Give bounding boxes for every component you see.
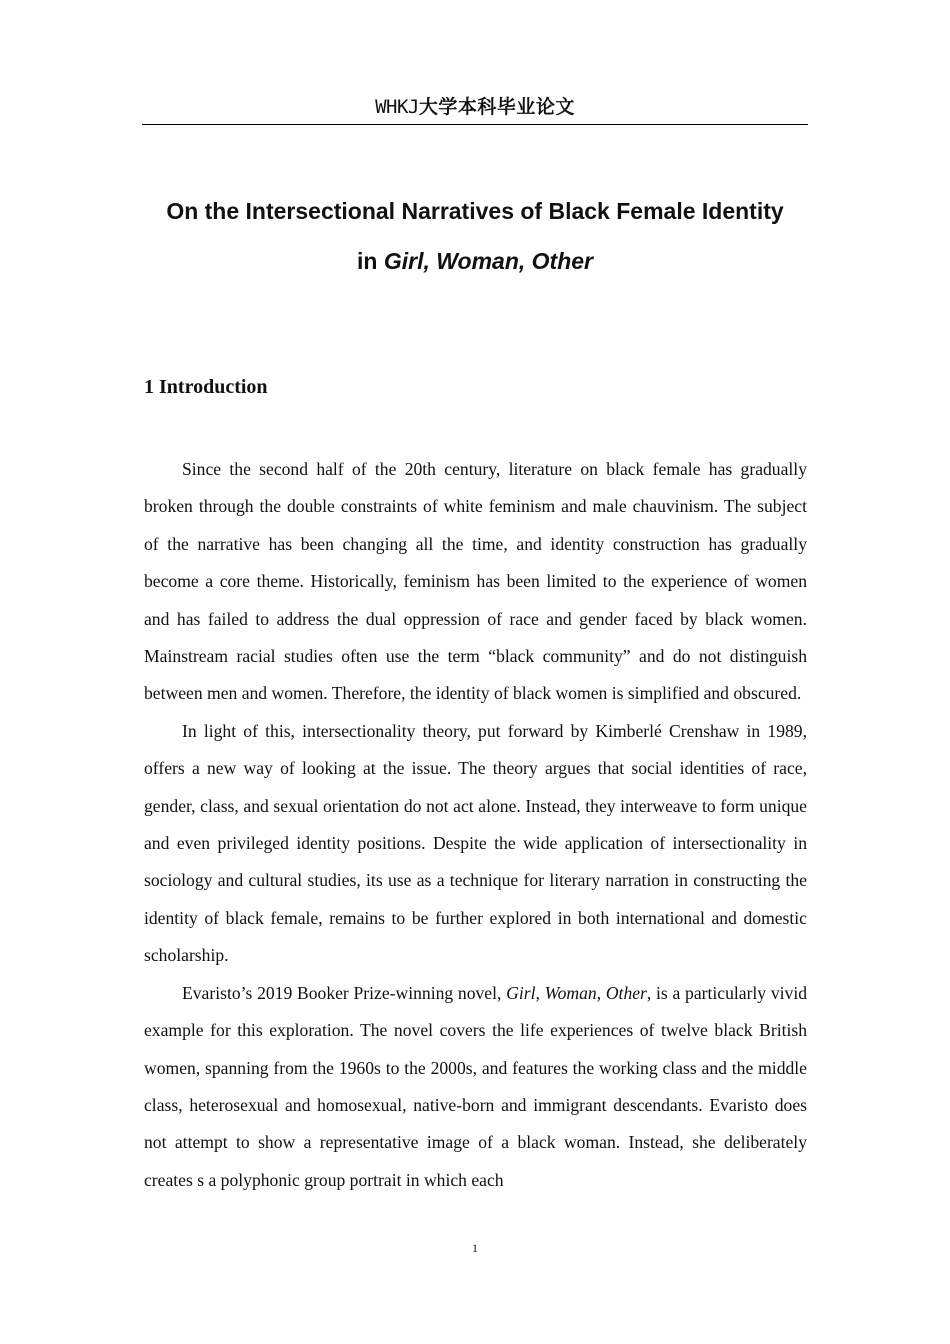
- paragraph-1: Since the second half of the 20th century, literature on black female has gradually broken through the double constraints of white feminism and male chauvinism. The subject of the narrative has been changing all the time, and identity construction has gradually become a core theme. Historically, feminism has been limited to the experience of women and has failed to address the dual oppression of race and gender faced by black women. Mainstream racial studies often use the term “black community” and do not distinguish between men and women. Therefore, the identity of black women is simplified and obscured.: [144, 459, 807, 704]
- title-novel-name: Girl, Woman, Other: [383, 248, 593, 274]
- paragraph-2: In light of this, intersectionality theory, put forward by Kimberlé Crenshaw in 1989, offers a new way of looking at the issue. The theory argues that social identities of race, gender, class, and sexual orientation do not act alone. Instead, they interweave to form unique and even privileged identity positions. Despite the wide application of intersectionality in sociology and cultural studies, its use as a technique for literary narration in constructing the identity of black female, remains to be further explored in both international and domestic scholarship.: [144, 720, 807, 966]
- page-number: 1: [472, 1241, 478, 1255]
- thesis-title: [100, 186, 850, 286]
- header-school-code: WHKJ: [375, 96, 419, 118]
- header-divider: [142, 124, 808, 125]
- running-header: [142, 92, 808, 119]
- title-line-1: On the Intersectional Narratives of Black Female Identity: [166, 198, 784, 224]
- paragraph-3-start: Evaristo’s 2019 Booker Prize-winning novel,: [182, 982, 507, 1003]
- title-line-2: [100, 236, 850, 286]
- title-line-2-prefix: in: [357, 248, 384, 274]
- section-heading: 1 Introduction: [144, 376, 268, 398]
- header-thesis-label: 大学本科毕业论文: [418, 96, 575, 118]
- paragraph-3: [144, 975, 807, 1199]
- paragraph-3-novel-title: Girl, Woman, Other: [506, 982, 647, 1003]
- paragraph-3-rest: , is a particularly vivid example for this exploration. The novel covers the life experiences of twelve black British women, spanning from the 1960s to the 2000s, and features the working class and the middle class, heterosexual and homosexual, native-born and immigrant descendants. Evaristo does not attempt to show a representative image of a black woman. Instead, she deliberately creates s a polyphonic group portrait in which each: [144, 982, 807, 1190]
- body-text: [144, 451, 807, 1199]
